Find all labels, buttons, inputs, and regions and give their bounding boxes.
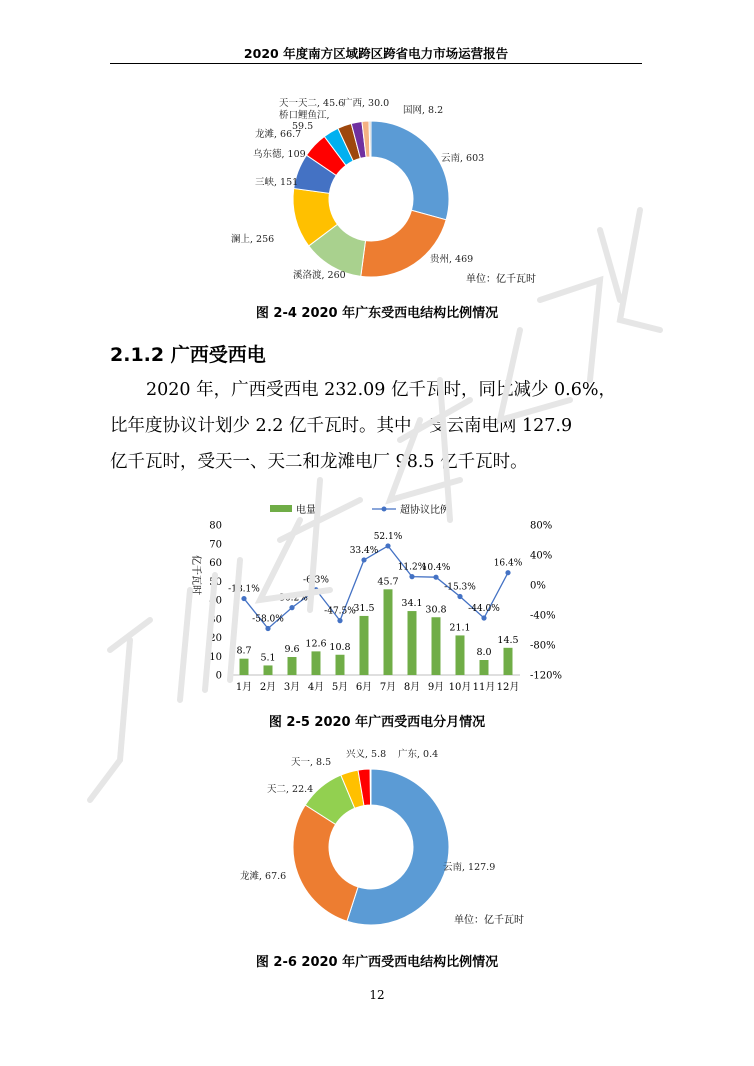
ratio-value-label: -47.5% xyxy=(324,606,356,617)
y-tick-label: 10 xyxy=(209,651,222,663)
figure-2-5-combo-chart xyxy=(0,495,754,695)
ratio-point-9 xyxy=(433,575,438,580)
y2-tick-label: 80% xyxy=(530,520,553,532)
figure-2-4-caption: 图 2-4 2020 年广东受西电结构比例情况 xyxy=(255,306,499,321)
donut-2-label-tianyi: 天一, 8.5 xyxy=(291,757,332,768)
y-tick-label: 20 xyxy=(209,633,222,644)
y2-tick-label: 0% xyxy=(530,580,546,592)
y-tick-label: 70 xyxy=(209,539,222,551)
x-tick-label: 3月 xyxy=(283,682,301,693)
bar-2 xyxy=(264,665,273,675)
bar-10 xyxy=(456,635,465,675)
x-axis-ticks xyxy=(236,681,520,693)
donut-1-label-yunnan: 云南, 603 xyxy=(441,153,485,164)
ratio-value-label: -6.3% xyxy=(303,575,329,586)
ratio-value-label: 11.2% xyxy=(397,562,427,573)
donut-1-slice-0 xyxy=(371,121,449,220)
bar-value-label: 31.5 xyxy=(353,602,375,614)
donut-2-label-guangdong: 广东, 0.4 xyxy=(398,749,439,760)
bar-3 xyxy=(288,657,297,675)
ratio-value-label: 52.1% xyxy=(373,531,403,542)
donut-1-slices xyxy=(293,121,449,277)
donut-1-label-qiaokou-name: 桥口鲤鱼江, xyxy=(279,110,330,121)
donut-1-label-xiluodu: 溪洛渡, 260 xyxy=(293,270,346,281)
ratio-value-label: -18.1% xyxy=(228,584,260,595)
donut-2-slice-1 xyxy=(293,805,358,921)
x-tick-label: 4月 xyxy=(307,682,325,693)
figure-2-4-unit: 单位：亿千瓦时 xyxy=(466,274,536,285)
bar-value-label: 5.1 xyxy=(260,652,276,664)
ratio-value-label: 16.4% xyxy=(493,558,523,569)
ratio-point-5 xyxy=(337,618,342,623)
ratio-value-label: 33.4% xyxy=(349,545,379,556)
donut-2-label-longtan: 龙滩, 67.6 xyxy=(240,871,287,882)
figure-2-4-donut-chart xyxy=(0,85,754,290)
legend-bar-swatch xyxy=(270,505,292,512)
paragraph-line-1: 2020 年，广西受西电 232.09 亿千瓦时，同比减少 0.6%， xyxy=(146,380,616,400)
donut-1-label-guangxi: 广西, 30.0 xyxy=(343,98,390,109)
bar-9 xyxy=(432,617,441,675)
donut-1-label-lanshang: 澜上, 256 xyxy=(231,234,275,245)
y2-tick-label: -80% xyxy=(530,640,556,652)
y-tick-label: 40 xyxy=(209,595,222,607)
bar-value-label: 10.8 xyxy=(329,641,351,653)
donut-2-label-tianer: 天二, 22.4 xyxy=(267,784,314,795)
ratio-point-3 xyxy=(289,605,294,610)
bar-value-label: 8.7 xyxy=(236,645,252,657)
donut-1-label-wudongde: 乌东德, 109 xyxy=(253,149,306,160)
donut-2-slices xyxy=(293,769,449,925)
donut-2-slice-5 xyxy=(370,769,371,805)
x-tick-label: 2月 xyxy=(259,682,277,693)
bar-11 xyxy=(480,660,489,675)
donut-1-slice-1 xyxy=(361,210,446,277)
bar-12 xyxy=(504,648,513,675)
paragraph-line-2: 比年度协议计划少 2.2 亿千瓦时。其中，受云南电网 127.9 xyxy=(110,416,573,436)
bar-value-label: 21.1 xyxy=(449,622,471,634)
donut-1-label-guowang: 国网, 8.2 xyxy=(403,105,444,116)
bar-value-label: 14.5 xyxy=(497,634,519,646)
ratio-value-label: -44.0% xyxy=(468,604,500,614)
y-tick-label: 50 xyxy=(209,576,222,588)
ratio-value-label: 10.4% xyxy=(421,563,451,574)
page-number: 12 xyxy=(369,988,385,1002)
donut-2-labels xyxy=(240,748,495,882)
body-paragraph xyxy=(110,372,650,480)
x-tick-label: 7月 xyxy=(379,682,397,693)
donut-1-slice-10 xyxy=(369,121,371,157)
x-tick-label: 11月 xyxy=(472,682,496,693)
y-tick-label: 60 xyxy=(209,558,222,569)
ratio-point-12 xyxy=(505,570,510,575)
y-tick-label: 0 xyxy=(215,670,222,682)
y2-tick-label: 40% xyxy=(530,550,553,562)
paragraph-line-3: 亿千瓦时，受天一、天二和龙滩电厂 98.5 亿千瓦时。 xyxy=(110,452,528,472)
bar-value-label: 34.1 xyxy=(401,598,423,610)
x-tick-label: 9月 xyxy=(427,682,445,693)
donut-1-label-tianyi: 天一天二, 45.6 xyxy=(279,98,345,109)
section-heading: 2.1.2 广西受西电 xyxy=(110,344,266,366)
y2-tick-label: -40% xyxy=(530,610,556,622)
bar-4 xyxy=(312,651,321,675)
x-tick-label: 1月 xyxy=(235,682,253,693)
y-axis-left-ticks xyxy=(209,521,222,682)
donut-2-label-xingyi: 兴义, 5.8 xyxy=(346,749,387,760)
y-axis-right-ticks xyxy=(530,521,562,682)
bar-value-label: 30.8 xyxy=(425,604,447,616)
y-tick-label: 80 xyxy=(209,520,222,532)
ratio-point-1 xyxy=(241,596,246,601)
ratio-point-2 xyxy=(265,626,270,631)
y-axis-title: 亿千瓦时 xyxy=(190,555,201,595)
donut-2-label-yunnan: 云南, 127.9 xyxy=(443,862,496,873)
bar-value-label: 9.6 xyxy=(284,644,300,655)
donut-1-label-guizhou: 贵州, 469 xyxy=(430,254,474,265)
ratio-point-7 xyxy=(385,543,390,548)
ratio-value-label: -15.3% xyxy=(444,582,476,593)
y-tick-label: 30 xyxy=(209,614,222,626)
ratio-point-11 xyxy=(481,615,486,620)
donut-1-label-sanxia: 三峡, 151 xyxy=(255,177,299,188)
bar-6 xyxy=(360,616,369,675)
legend-line-label: 超协议比例 xyxy=(400,505,450,516)
donut-1-label-qiaokou-value: 59.5 xyxy=(292,121,314,132)
bar-5 xyxy=(336,655,345,675)
ratio-point-6 xyxy=(361,557,366,562)
figure-2-6-donut-chart xyxy=(0,740,754,940)
figure-2-5-caption: 图 2-5 2020 年广西受西电分月情况 xyxy=(268,715,486,730)
figure-2-6-unit: 单位：亿千瓦时 xyxy=(454,915,524,926)
ratio-point-4 xyxy=(313,587,318,592)
legend xyxy=(270,503,450,516)
x-tick-label: 5月 xyxy=(331,682,349,693)
donut-1-label-longtan: 龙滩, 66.7 xyxy=(255,129,302,140)
header-rule xyxy=(110,63,642,64)
bar-value-label: 8.0 xyxy=(476,647,492,658)
legend-bar-label: 电量 xyxy=(296,505,316,516)
page-header-title: 2020 年度南方区域跨区跨省电力市场运营报告 xyxy=(243,46,509,61)
ratio-line xyxy=(228,531,523,634)
x-tick-label: 8月 xyxy=(403,682,421,693)
x-tick-label: 12月 xyxy=(496,682,520,693)
legend-line-marker xyxy=(382,507,387,512)
ratio-point-8 xyxy=(409,574,414,579)
x-tick-label: 10月 xyxy=(448,682,472,693)
bar-value-label: 45.7 xyxy=(377,576,399,588)
ratio-value-label: -58.0% xyxy=(252,614,284,625)
ratio-point-10 xyxy=(457,594,462,599)
bar-1 xyxy=(240,659,249,675)
y2-tick-label: -120% xyxy=(530,670,562,682)
figure-2-6-caption: 图 2-6 2020 年广西受西电结构比例情况 xyxy=(255,955,499,970)
bar-value-label: 12.6 xyxy=(305,638,327,650)
x-tick-label: 6月 xyxy=(355,682,373,693)
ratio-value-label: -30.2% xyxy=(276,593,308,604)
bar-8 xyxy=(408,611,417,675)
bar-7 xyxy=(384,589,393,675)
